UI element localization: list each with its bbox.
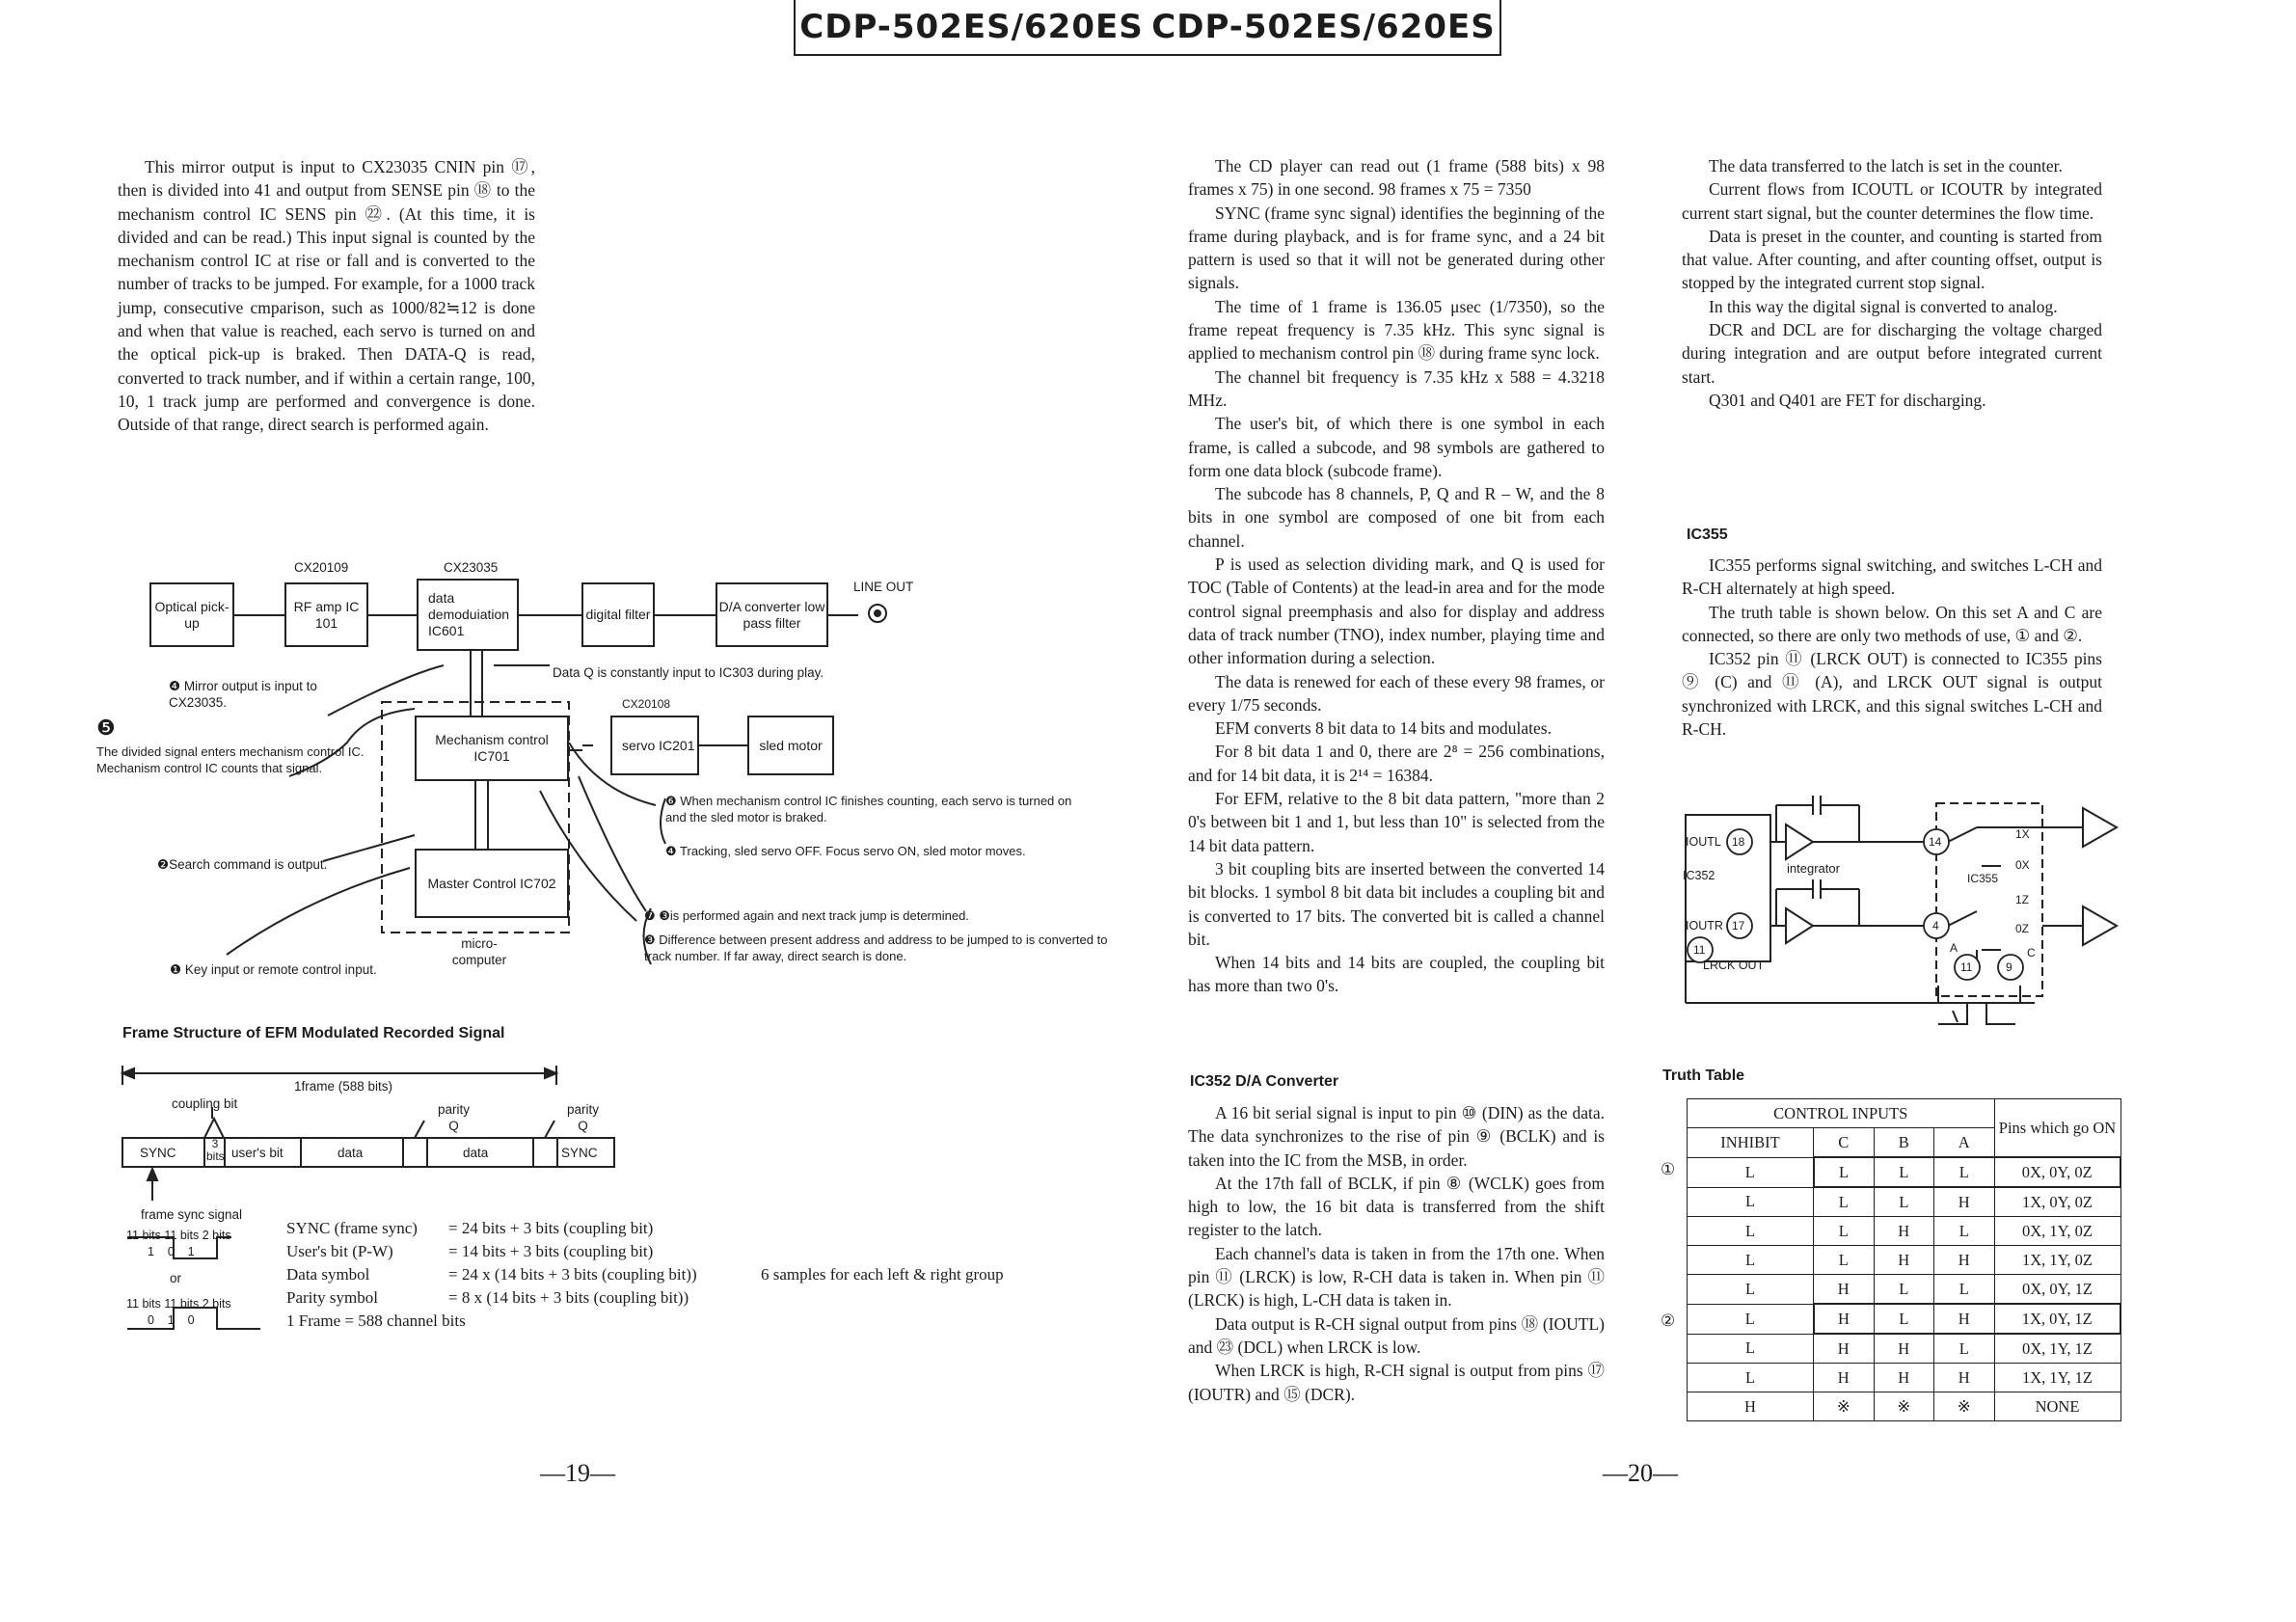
coupling-bit-label: coupling bit [172, 1096, 238, 1111]
table-cell: L [1688, 1304, 1814, 1334]
frame-length-label: 1frame (588 bits) [294, 1079, 393, 1094]
paragraph: A 16 bit serial signal is input to pin ⑩ (DIN) as the data. The data synchronizes to the rise of pin ⑨ (BCLK) and is taken into the IC from the MSB, in order. [1188, 1103, 1605, 1170]
table-cell: L [1814, 1217, 1875, 1246]
paragraph: IC352 pin ⑪ (LRCK OUT) is connected to IC355 pins ⑨ (C) and ⑪ (A), and LRCK OUT signal is output synchronized with LRCK, and this signal switches L-CH and R-CH. [1682, 649, 2102, 740]
paragraph: The data transferred to the latch is set in the counter. [1709, 156, 2063, 176]
table-cell: 0X, 1Y, 1Z [1994, 1334, 2120, 1364]
row-marker-1: ① [1661, 1160, 1676, 1178]
truth-table [1687, 1098, 2121, 1421]
paragraph: EFM converts 8 bit data to 14 bits and modulates. [1215, 718, 1552, 739]
definition-name: 1 Frame = 588 channel bits [286, 1311, 466, 1330]
ic355-section [1682, 554, 2102, 741]
table-cell: L [1814, 1246, 1875, 1275]
header-title-left: CDP-502ES/620ES [799, 8, 1144, 46]
frame-cell-sync-end: SYNC [561, 1146, 598, 1160]
block-mechanism-control: Mechanism control IC701 [415, 716, 569, 781]
col-b: B [1874, 1128, 1934, 1158]
circuit-lrck-out: LRCK OUT [1703, 959, 1765, 972]
table-cell: H [1934, 1246, 1995, 1275]
table-cell: L [1934, 1334, 1995, 1364]
micro-computer-label: micro- computer [451, 936, 507, 967]
definition-value: = 8 x (14 bits + 3 bits (coupling bit)) [448, 1288, 689, 1307]
circuit-a: A [1950, 941, 1958, 955]
definition-name: User's bit (P-W) [286, 1242, 393, 1260]
frame-sync-signal-label: frame sync signal [141, 1207, 243, 1222]
table-cell: 1X, 0Y, 1Z [1994, 1304, 2120, 1334]
note-performed-again: ❼ ❸is performed again and next track jump is determined. [644, 908, 969, 923]
definition-name: Parity symbol [286, 1288, 378, 1307]
paragraph: The truth table is shown below. On this set A and C are connected, so there are only two methods of use, ① and ②. [1682, 602, 2102, 645]
paragraph: The time of 1 frame is 136.05 μsec (1/7350), so the frame repeat frequency is 7.35 kHz. This sync signal is applied to mechanism control pin ⑱ during frame sync lock. [1188, 296, 1605, 364]
col-a: A [1934, 1128, 1995, 1158]
table-row [1688, 1304, 2121, 1334]
table-cell: L [1688, 1334, 1814, 1364]
paragraph: 3 bit coupling bits are inserted between the converted 14 bit blocks. 1 symbol 8 bit data bit includes a coupling bit and is converted to 17 bits. The converted bit is called a channel bit. [1188, 858, 1605, 949]
table-row [1688, 1246, 2121, 1275]
table-cell: H [1814, 1334, 1875, 1364]
table-cell: H [1874, 1334, 1934, 1364]
page-number-right: —20— [1603, 1459, 1678, 1487]
circuit-c: C [2027, 946, 2036, 960]
chip-cx20108: CX20108 [622, 697, 671, 711]
paragraph: P is used as selection dividing mark, and Q is used for TOC (Table of Contents) at the lead-in area and for the mode control signal preemphasis and also for display and address data of track number (TNO), index number, playing time and other information during a selection. [1188, 554, 1605, 668]
paragraph: The user's bit, of which there is one symbol in each frame, is called a subcode, and 98 symbols are gathered to form one data block (subcode frame). [1188, 414, 1605, 480]
paragraph: For 8 bit data 1 and 0, there are 2⁸ = 256 combinations, and for 14 bit data, it is 2¹⁴ = 16384. [1188, 742, 1605, 785]
paragraph: At the 17th fall of BCLK, if pin ⑧ (WCLK) goes from high to low, the 16 bit data is transferred from the shift register to the latch. [1188, 1173, 1605, 1240]
frame-cell-3bits: 3 bits [206, 1137, 225, 1163]
definition-value: = 24 x (14 bits + 3 bits (coupling bit)) [448, 1265, 697, 1284]
chip-cx20109: CX20109 [294, 560, 349, 575]
header-title-right: CDP-502ES/620ES [1151, 8, 1496, 46]
table-cell: 0X, 0Y, 0Z [1994, 1157, 2120, 1187]
circuit-0x: 0X [2015, 858, 2030, 872]
paragraph: IC355 performs signal switching, and switches L-CH and R-CH alternately at high speed. [1682, 555, 2102, 599]
table-cell: H [1814, 1364, 1875, 1392]
col-c: C [1814, 1128, 1875, 1158]
circuit-ioutl: IOUTL [1686, 835, 1721, 849]
truth-table-heading: Truth Table [1662, 1068, 1745, 1084]
definition-name: SYNC (frame sync) [286, 1219, 418, 1237]
table-cell: H [1874, 1217, 1934, 1246]
paragraph: When LRCK is high, R-CH signal is output from pins ⑰ (IOUTR) and ⑮ (DCR). [1188, 1361, 1605, 1404]
table-cell: L [1934, 1217, 1995, 1246]
paragraph: Data is preset in the counter, and counting is started from that value. After counting, and after counting offset, output is stopped by the integrated current stop signal. [1682, 226, 2102, 293]
circuit-0z: 0Z [2015, 922, 2030, 935]
table-cell: H [1874, 1364, 1934, 1392]
frame-structure-heading: Frame Structure of EFM Modulated Recorded Signal [122, 1025, 505, 1041]
frame-cell-sync: SYNC [140, 1146, 176, 1160]
table-cell: L [1814, 1187, 1875, 1217]
table-cell: H [1688, 1392, 1814, 1421]
table-cell: H [1814, 1275, 1875, 1305]
circuit-1z: 1Z [2015, 893, 2030, 906]
circuit-integrator: integrator [1787, 861, 1840, 876]
chip-cx23035: CX23035 [444, 560, 499, 575]
data-q-note: Data Q is constantly input to IC303 during play. [553, 665, 824, 680]
frame-sync-pattern-1-values: 1 0 1 [148, 1245, 195, 1258]
note-tracking: ❹ Tracking, sled servo OFF. Focus servo ON, sled motor moves. [665, 844, 1026, 858]
paragraph: The data is renewed for each of these every 98 frames, or every 1/75 seconds. [1188, 671, 1605, 715]
table-cell: H [1934, 1304, 1995, 1334]
col-inhibit: INHIBIT [1688, 1128, 1814, 1158]
frame-cell-data-2: data [463, 1146, 489, 1160]
paragraph: In this way the digital signal is converted to analog. [1709, 296, 2058, 316]
line-out-label: LINE OUT [853, 580, 914, 594]
intro-text: This mirror output is input to CX23035 CNIN pin ⑰, then is divided into 41 and output from SENSE pin ⑱ to the mechanism control IC SENS pin ㉒. (At this time, it is divided and can be read.) This input signal is counted by the mechanism control IC at rise or fall and is converted to the number of tracks to be jumped. For example, for a 1000 track jump, consecutive cmparison, such as 1000/82≒12 is done and when that value is reached, each servo is turned on and the optical pick-up is braked. Then DATA-Q is read, converted to track number, and if within a certain range, 100, 10, 1 track jump are performed and convergence is done. Outside of that range, direct search is performed again. [118, 157, 535, 435]
block-da-converter: D/A converter low pass filter [716, 582, 828, 647]
circuit-pin-14: 14 [1929, 835, 1942, 849]
table-row [1688, 1187, 2121, 1217]
right-column-1 [1188, 154, 1605, 998]
table-cell: L [1688, 1246, 1814, 1275]
table-cell: L [1688, 1187, 1814, 1217]
circuit-pin-18: 18 [1732, 835, 1745, 849]
block-rf-amp: RF amp IC 101 [284, 582, 368, 647]
table-cell: L [1814, 1157, 1875, 1187]
parity-q-label-2: parity Q [566, 1102, 599, 1133]
ic352-section [1188, 1101, 1605, 1406]
table-cell: 1X, 1Y, 1Z [1994, 1364, 2120, 1392]
block-servo: servo IC201 [610, 716, 699, 775]
paragraph: DCR and DCL are for discharging the voltage charged during integration and are output before integrated current start. [1682, 320, 2102, 387]
table-cell: L [1688, 1157, 1814, 1187]
circuit-pin-11-left: 11 [1693, 943, 1706, 957]
definition-value: = 24 bits + 3 bits (coupling bit) [448, 1219, 654, 1237]
table-cell: L [1874, 1187, 1934, 1217]
table-cell: L [1874, 1157, 1934, 1187]
block-data-demodulation: data demoduiation IC601 [417, 579, 519, 651]
parity-q-label-1: parity Q [437, 1102, 470, 1133]
block-optical-pickup: Optical pick-up [149, 582, 234, 647]
table-row [1688, 1157, 2121, 1187]
frame-sync-pattern-1: 11 bits 11 bits 2 bits [126, 1229, 231, 1242]
note-search-command: ❷Search command is output. [157, 857, 328, 872]
circuit-pin-4: 4 [1932, 919, 1939, 933]
paragraph: SYNC (frame sync signal) identifies the beginning of the frame during playback, and is for frame sync, and a 24 bit pattern is used so that it will not be generated during other signals. [1188, 203, 1605, 293]
note-difference: ❸ Difference between present address and address to be jumped to is converted to track number. If far away, direct search is done. [644, 933, 1108, 963]
ic355-heading: IC355 [1687, 527, 1728, 543]
note-key-input: ❶ Key input or remote control input. [170, 962, 377, 977]
paragraph: The channel bit frequency is 7.35 kHz x 588 = 4.3218 MHz. [1188, 366, 1605, 410]
table-cell: 1X, 1Y, 0Z [1994, 1246, 2120, 1275]
frame-sync-or: or [170, 1271, 182, 1285]
circuit-ic355: IC355 [1967, 872, 1999, 885]
table-cell: H [1934, 1187, 1995, 1217]
page-number-left: —19— [540, 1459, 615, 1487]
circuit-1x: 1X [2015, 827, 2030, 841]
row-marker-2: ② [1661, 1311, 1676, 1330]
paragraph: Current flows from ICOUTL or ICOUTR by integrated current start signal, but the counter determines the flow time. [1682, 179, 2102, 223]
table-cell: L [1874, 1304, 1934, 1334]
definition-value: = 14 bits + 3 bits (coupling bit) [448, 1242, 654, 1260]
table-cell: H [1874, 1246, 1934, 1275]
paragraph: For EFM, relative to the 8 bit data pattern, "more than 2 0's between bit 1 and 1, but less than 10" is selected from the 14 bit data pattern. [1188, 789, 1605, 855]
frame-cell-data-1: data [338, 1146, 364, 1160]
ic352-heading: IC352 D/A Converter [1190, 1073, 1339, 1090]
definition-note: 6 samples for each left & right group [761, 1265, 1004, 1284]
table-cell: H [1934, 1364, 1995, 1392]
paragraph: The CD player can read out (1 frame (588 bits) x 98 frames x 75) in one second. 98 frames x 75 = 7350 [1188, 156, 1605, 200]
table-cell: 0X, 0Y, 1Z [1994, 1275, 2120, 1305]
circuit-pin-11: 11 [1960, 960, 1973, 974]
circuit-pin-9: 9 [2006, 960, 2012, 974]
frame-sync-pattern-2: 11 bits 11 bits 2 bits [126, 1297, 231, 1311]
note-counting: ❻ When mechanism control IC finishes counting, each servo is turned on and the sled motor is braked. [665, 794, 1072, 825]
table-cell: ※ [1934, 1392, 1995, 1421]
note-mirror-output: ❹ Mirror output is input to CX23035. [169, 679, 317, 710]
table-cell: L [1874, 1275, 1934, 1305]
table-cell: L [1934, 1157, 1995, 1187]
right-column-2 [1682, 154, 2102, 412]
table-cell: L [1934, 1275, 1995, 1305]
frame-sync-pattern-2-values: 0 1 0 [148, 1313, 195, 1327]
table-cell: L [1688, 1275, 1814, 1305]
table-row [1688, 1392, 2121, 1421]
table-cell: L [1688, 1217, 1814, 1246]
table-cell: NONE [1994, 1392, 2120, 1421]
table-row [1688, 1334, 2121, 1364]
table-cell: L [1688, 1364, 1814, 1392]
note-5-marker: ❺ [96, 716, 116, 740]
pins-on-header: Pins which go ON [1994, 1099, 2120, 1158]
definition-name: Data symbol [286, 1265, 370, 1284]
block-master-control: Master Control IC702 [415, 849, 569, 918]
paragraph: Data output is R-CH signal output from pins ⑱ (IOUTL) and ㉓ (DCL) when LRCK is low. [1188, 1313, 1605, 1357]
table-cell: 1X, 0Y, 0Z [1994, 1187, 2120, 1217]
circuit-ic352: IC352 [1683, 869, 1715, 882]
paragraph: Q301 and Q401 are FET for discharging. [1709, 390, 1986, 410]
paragraph: When 14 bits and 14 bits are coupled, the coupling bit has more than two 0's. [1188, 953, 1605, 996]
control-inputs-header: CONTROL INPUTS [1688, 1099, 1995, 1128]
table-row [1688, 1275, 2121, 1305]
table-cell: ※ [1874, 1392, 1934, 1421]
circuit-pin-17: 17 [1732, 919, 1745, 933]
paragraph: Each channel's data is taken in from the 17th one. When pin ⑪ (LRCK) is low, R-CH data is taken in. When pin ⑪ (LRCK) is high, L-CH data is taken in. [1188, 1243, 1605, 1311]
block-digital-filter: digital filter [581, 582, 655, 647]
paragraph: The subcode has 8 channels, P, Q and R – W, and the 8 bits in one symbol are composed of one bit from each channel. [1188, 484, 1605, 551]
table-row [1688, 1217, 2121, 1246]
table-cell: ※ [1814, 1392, 1875, 1421]
circuit-ioutr: IOUTR [1686, 919, 1723, 933]
table-cell: H [1814, 1304, 1875, 1334]
block-sled-motor: sled motor [747, 716, 834, 775]
frame-cell-users-bit: user's bit [231, 1146, 284, 1160]
table-row [1688, 1364, 2121, 1392]
note-divided-signal: The divided signal enters mechanism control IC. Mechanism control IC counts that signal. [96, 744, 365, 775]
table-cell: 0X, 1Y, 0Z [1994, 1217, 2120, 1246]
